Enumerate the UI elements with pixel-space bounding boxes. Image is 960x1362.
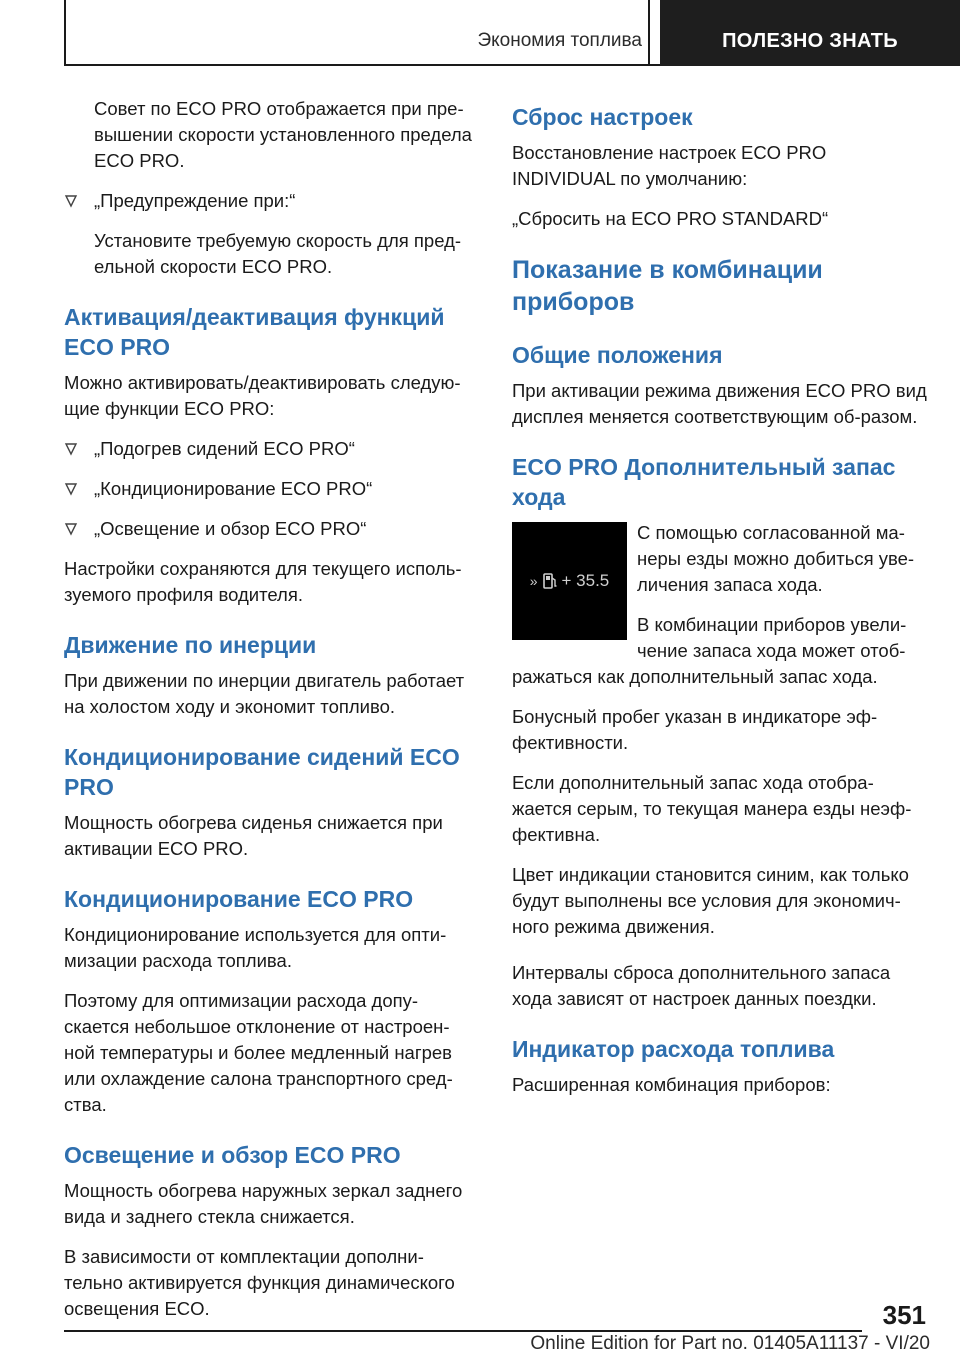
heading-range: ECO PRO Дополнительный запас хода (512, 454, 896, 510)
range-figure-text (637, 520, 932, 664)
intro-note: Совет по ECO PRO отображается при пре-вышении скорости установленного предела ECO PRO. (94, 98, 472, 171)
coasting-text: При движении по инерции двигатель работает на холостом ходу и экономит топливо. (64, 670, 465, 717)
reset-text: Восстановление настроек ECO PRO INDIVIDUAL по умолчанию: (512, 142, 827, 189)
heading-cluster: Показание в комбинации приборов (512, 256, 823, 316)
activation-text: Можно активировать/деактивировать следую-щие функции ECO PRO: (64, 372, 461, 419)
range-text-3: Бонусный пробег указан в индикаторе эф-фективности. (512, 706, 878, 753)
warning-text: Установите требуемую скорость для пред-ельной скорости ECO PRO. (94, 230, 462, 277)
heading-consumption: Индикатор расхода топлива (512, 1036, 835, 1062)
triangle-bullet-icon (64, 522, 78, 536)
list-item-text: „Освещение и обзор ECO PRO“ (94, 518, 367, 539)
header-section-title: Экономия топлива (477, 30, 642, 51)
lighting-text-1: Мощность обогрева наружных зеркал заднего вида и заднего стекла снижается. (64, 1180, 463, 1227)
double-chevron-icon: » (529, 573, 538, 589)
activation-outro: Настройки сохраняются для текущего исполь-зуемого профиля водителя. (64, 558, 462, 605)
climate-text-1: Кондиционирование используется для опти-мизации расхода топлива. (64, 924, 447, 971)
page-number: 351 (882, 1300, 926, 1330)
range-text-6: Интервалы сброса дополнительного запаса хода зависят от настроек данных поездки. (512, 962, 891, 1009)
fuel-pump-icon (542, 572, 558, 590)
header-rule-bottom (64, 64, 660, 66)
range-text-4: Если дополнительный запас хода отобра-жается серым, то текущая манера езды неэф-фективна. (512, 772, 912, 845)
list-item (64, 188, 480, 214)
right-column (512, 96, 932, 1112)
list-item-text: „Предупреждение при:“ (94, 190, 296, 211)
range-text-2a: В комбинации приборов увели-чение запаса хода может отоб- (637, 614, 907, 661)
heading-climate: Кондиционирование ECO PRO (64, 886, 414, 912)
lighting-text-2: В зависимости от комплектации дополни-тельно активируется функция динамического освещения ECO. (64, 1246, 455, 1319)
header-rule-left (64, 0, 66, 66)
triangle-bullet-icon (64, 482, 78, 496)
triangle-bullet-icon (64, 442, 78, 456)
list-item (64, 436, 480, 462)
range-display-value: + 35.5 (561, 571, 610, 590)
footer-edition: Online Edition for Part no. 01405A11137 - VI/20 (530, 1333, 930, 1354)
consumption-text: Расширенная комбинация приборов: (512, 1074, 831, 1095)
left-column (64, 96, 480, 1336)
general-text: При активации режима движения ECO PRO вид дисплея меняется соответствующим об-разом. (512, 380, 927, 427)
reset-option: „Сбросить на ECO PRO STANDARD“ (512, 208, 829, 229)
triangle-bullet-icon (64, 194, 78, 208)
list-item-text: „Кондиционирование ECO PRO“ (94, 478, 373, 499)
range-display-image (512, 522, 627, 640)
heading-lighting: Освещение и обзор ECO PRO (64, 1142, 401, 1168)
list-item (64, 516, 480, 542)
heading-general: Общие положения (512, 342, 723, 368)
footer-rule (64, 1330, 862, 1332)
heading-seat-climate: Кондиционирование сидений ECO PRO (64, 744, 460, 800)
list-item (64, 476, 480, 502)
range-figure-row (512, 520, 932, 664)
heading-reset: Сброс настроек (512, 104, 693, 130)
header-chapter-tab: ПОЛЕЗНО ЗНАТЬ (660, 0, 960, 66)
range-text-5: Цвет индикации становится синим, как только будут выполнены все условия для экономич-ного режима движения. (512, 864, 909, 937)
range-text-1: С помощью согласованной ма-неры езды можно добиться уве-личения запаса хода. (637, 522, 915, 595)
list-item-text: „Подогрев сидений ECO PRO“ (94, 438, 355, 459)
range-text-2b: ражаться как дополнительный запас хода. (512, 666, 878, 687)
header-rule-divider (648, 0, 650, 66)
heading-activation: Активация/деактивация функций ECO PRO (64, 304, 445, 360)
heading-coasting: Движение по инерции (64, 632, 317, 658)
climate-text-2: Поэтому для оптимизации расхода допу-скается небольшое отклонение от настроен-ной температуры и более медленный нагрев или охлаждение салона транспортного сред-ства. (64, 990, 453, 1115)
seat-climate-text: Мощность обогрева сиденья снижается при активации ECO PRO. (64, 812, 443, 859)
